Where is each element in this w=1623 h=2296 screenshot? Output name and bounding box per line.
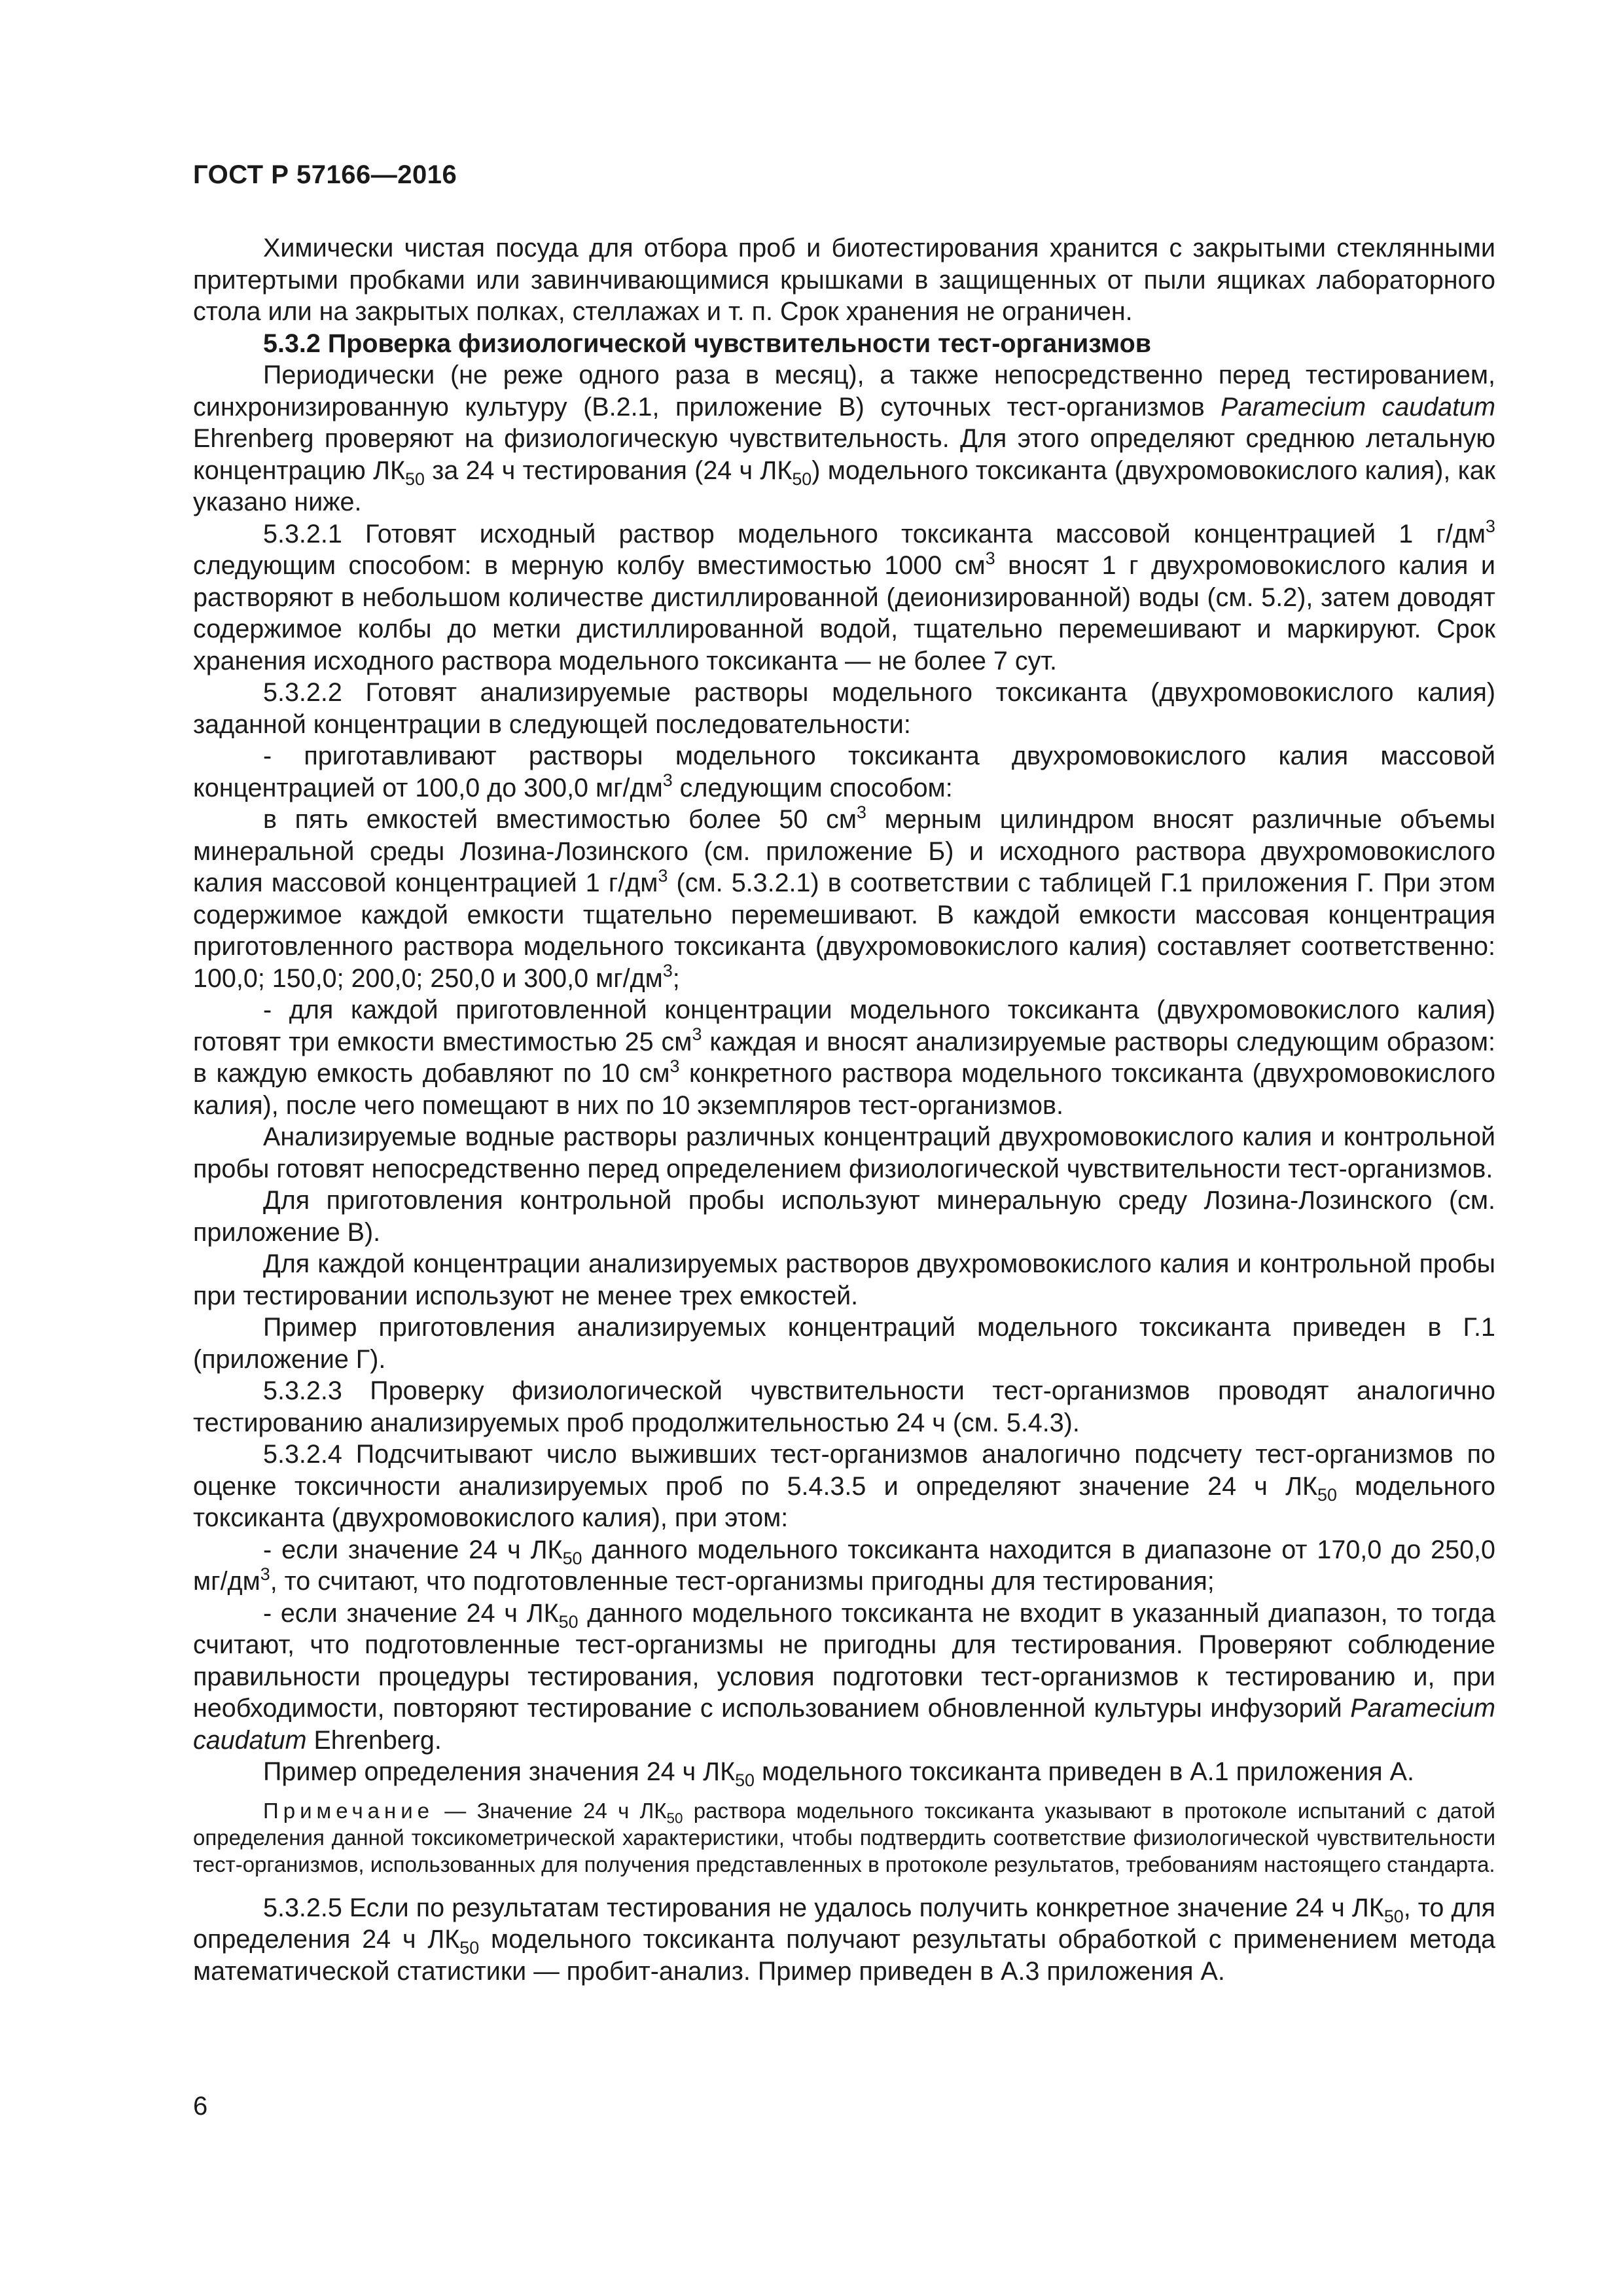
- superscript: 3: [1486, 516, 1495, 537]
- text-run: мерным цилиндром вносят различные объемы минеральной среды Лозина-Лозинского (см. приложение Б) и исходного раствора двухромовокислого калия массовой концентрацией 1 г/дм: [193, 805, 1495, 897]
- subscript: 50: [459, 1937, 480, 1958]
- section-heading: 5.3.2 Проверка физиологической чувствительности тест-организмов: [263, 329, 1152, 358]
- subscript: 50: [562, 1548, 582, 1568]
- paragraph: Анализируемые водные растворы различных концентраций двухромовокислого калия и контрольной пробы готовят непосредственно перед определением физиологической чувствительности тест-организмов.: [193, 1122, 1495, 1183]
- superscript: 3: [692, 1024, 702, 1045]
- text-run: - для каждой приготовленной концентрации модельного токсиканта (двухромовокислого калия) готовят три емкости вместимостью 25 см: [193, 996, 1495, 1056]
- paragraph: Пример приготовления анализируемых концентраций модельного токсиканта приведен в Г.1 (приложение Г).: [193, 1313, 1495, 1374]
- superscript: 3: [662, 961, 673, 981]
- list-item: [193, 740, 1495, 804]
- paragraph: [193, 359, 1495, 518]
- paragraph: 5.3.2.2 Готовят анализируемые растворы модельного токсиканта (двухромовокислого калия) заданной концентрации в следующей последовательности:: [193, 678, 1495, 739]
- text-run: данного модельного токсиканта находится в диапазоне от 170,0 до 250,0 мг/дм: [193, 1535, 1495, 1596]
- subscript: 50: [735, 1770, 755, 1790]
- text-run: ;: [672, 963, 680, 993]
- paragraph: Для каждой концентрации анализируемых растворов двухромовокислого калия и контрольной пробы при тестировании используют не менее трех емкостей.: [193, 1249, 1495, 1310]
- text-run: следующим способом: в мерную колбу вместимостью 1000 см: [193, 551, 986, 580]
- subscript: 50: [666, 1810, 683, 1827]
- text-run: следующим способом:: [672, 773, 953, 802]
- subscript: 50: [558, 1611, 579, 1632]
- superscript: 3: [856, 802, 866, 822]
- paragraph: [193, 804, 1495, 994]
- list-item: [193, 1598, 1495, 1757]
- text-run: Пример определения значения 24 ч ЛК: [263, 1757, 736, 1786]
- paragraph: 5.3.2.3 Проверку физиологической чувствительности тест-организмов проводят аналогично тестированию анализируемых проб продолжительностью 24 ч (см. 5.4.3).: [193, 1376, 1495, 1437]
- text-run: , то для определения 24 ч ЛК: [193, 1893, 1495, 1954]
- text-run: - если значение 24 ч ЛК: [263, 1598, 559, 1628]
- text-run: 5.3.2.5 Если по результатам тестирования не удалось получить конкретное значение 24 ч ЛК: [263, 1893, 1384, 1922]
- superscript: 3: [658, 865, 668, 886]
- text-run: данного модельного токсиканта не входит в указанный диапазон, то тогда считают, что подготовленные тест-организмы не пригодны для тестирования. Проверяют соблюдение правильности процедуры тестирования, условия подготовки тест-организмов к тестированию и, при необходимости, повторяют тестирование с использованием обновленной культуры инфузорий: [193, 1598, 1495, 1723]
- text-run: раствора модельного токсиканта указывают в протоколе испытаний с датой определения данной токсикометрической характеристики, чтобы подтвердить соответствие физиологической чувствительности тест-организмов, использованных для получения представленных в протоколе результатов, требованиям настоящего стандарта.: [193, 1798, 1495, 1876]
- page-number: 6: [193, 2092, 208, 2121]
- subscript: 50: [1383, 1906, 1404, 1926]
- text-run: каждая и вносят анализируемые растворы следующим образом: в каждую емкость добавляют по 10 см: [193, 1027, 1495, 1088]
- superscript: 3: [985, 548, 995, 568]
- text-run: модельного токсиканта приведен в А.1 приложения А.: [754, 1757, 1414, 1786]
- superscript: 3: [669, 1056, 680, 1076]
- paragraph: Химически чистая посуда для отбора проб и биотестирования хранится с закрытыми стеклянными притертыми пробками или завинчивающимися крышками в защищенных от пыли ящиках лабораторного стола или на закрытых полках, стеллажах и т. п. Срок хранения не ограничен.: [193, 234, 1495, 326]
- paragraph: Для приготовления контрольной пробы используют минеральную среду Лозина-Лозинского (см. приложение В).: [193, 1186, 1495, 1247]
- text-run: , то считают, что подготовленные тест-организмы пригодны для тестирования;: [270, 1567, 1215, 1596]
- subscript: 50: [405, 469, 425, 489]
- text-run: за 24 ч тестирования (24 ч ЛК: [424, 456, 793, 485]
- text-run: ) модельного токсиканта (двухромовокислого калия), как указано ниже.: [193, 456, 1496, 516]
- paragraph: [193, 1756, 1495, 1788]
- text-run: модельного токсиканта (двухромовокислого калия), при этом:: [193, 1471, 1496, 1532]
- text-run: вносят 1 г двухромовокислого калия и растворяют в небольшом количестве дистиллированной (деионизированной) воды (см. 5.2), затем доводят содержимое колбы до метки дистиллированной водой, тщательно перемешивают и маркируют. Срок хранения исходного раствора модельного токсиканта — не более 7 сут.: [193, 551, 1495, 675]
- species-name: Paramecium caudatum: [1221, 392, 1495, 422]
- note: [193, 1797, 1495, 1878]
- list-item: [193, 1534, 1495, 1598]
- paragraph: [193, 1892, 1495, 1988]
- superscript: 3: [260, 1564, 270, 1584]
- document-header: ГОСТ Р 57166—2016: [193, 160, 457, 189]
- text-run: модельного токсиканта получают результаты обработкой с применением метода математической статистики — пробит-анализ. Пример приведен в А.3 приложения А.: [193, 1925, 1495, 1986]
- document-body: [193, 232, 1495, 1987]
- text-run: (см. 5.3.2.1) в соответствии с таблицей Г.1 приложения Г. При этом содержимое каждой емкости тщательно перемешивают. В каждой емкости массовая концентрация приготовленного раствора модельного токсиканта (двухромовокислого калия) составляет соответственно: 100,0; 150,0; 200,0; 250,0 и 300,0 мг/дм: [193, 869, 1495, 993]
- text-run: — Значение 24 ч ЛК: [434, 1798, 667, 1823]
- text-run: 5.3.2.1 Готовят исходный раствор модельного токсиканта массовой концентрацией 1 г/дм: [263, 519, 1486, 548]
- subscript: 50: [1317, 1484, 1337, 1505]
- text-run: - приготавливают растворы модельного токсиканта двухромовокислого калия массовой концентрацией от 100,0 до 300,0 мг/дм: [193, 742, 1495, 802]
- text-run: Периодически (не реже одного раза в месяц), а также непосредственно перед тестированием, синхронизированную культуру (В.2.1, приложение В) суточных тест-организмов: [193, 361, 1495, 422]
- note-label: Примечание: [263, 1798, 435, 1823]
- superscript: 3: [662, 770, 673, 791]
- text-run: Ehrenberg проверяют на физиологическую чувствительность. Для этого определяют среднюю летальную концентрацию ЛК: [193, 424, 1495, 485]
- text-run: Ehrenberg.: [306, 1725, 442, 1755]
- paragraph: [193, 1439, 1495, 1534]
- text-run: - если значение 24 ч ЛК: [263, 1535, 563, 1564]
- species-name: Paramecium caudatum: [193, 1694, 1495, 1755]
- text-run: 5.3.2.4 Подсчитывают число выживших тест-организмов аналогично подсчету тест-организмов по оценке токсичности анализируемых проб по 5.4.3.5 и определяют значение 24 ч ЛК: [193, 1440, 1495, 1501]
- list-item: [193, 994, 1495, 1121]
- subscript: 50: [792, 469, 812, 489]
- text-run: конкретного раствора модельного токсиканта (двухромовокислого калия), после чего помещают в них по 10 экземпляров тест-организмов.: [193, 1059, 1496, 1120]
- paragraph: [193, 518, 1495, 677]
- text-run: в пять емкостей вместимостью более 50 см: [263, 805, 857, 834]
